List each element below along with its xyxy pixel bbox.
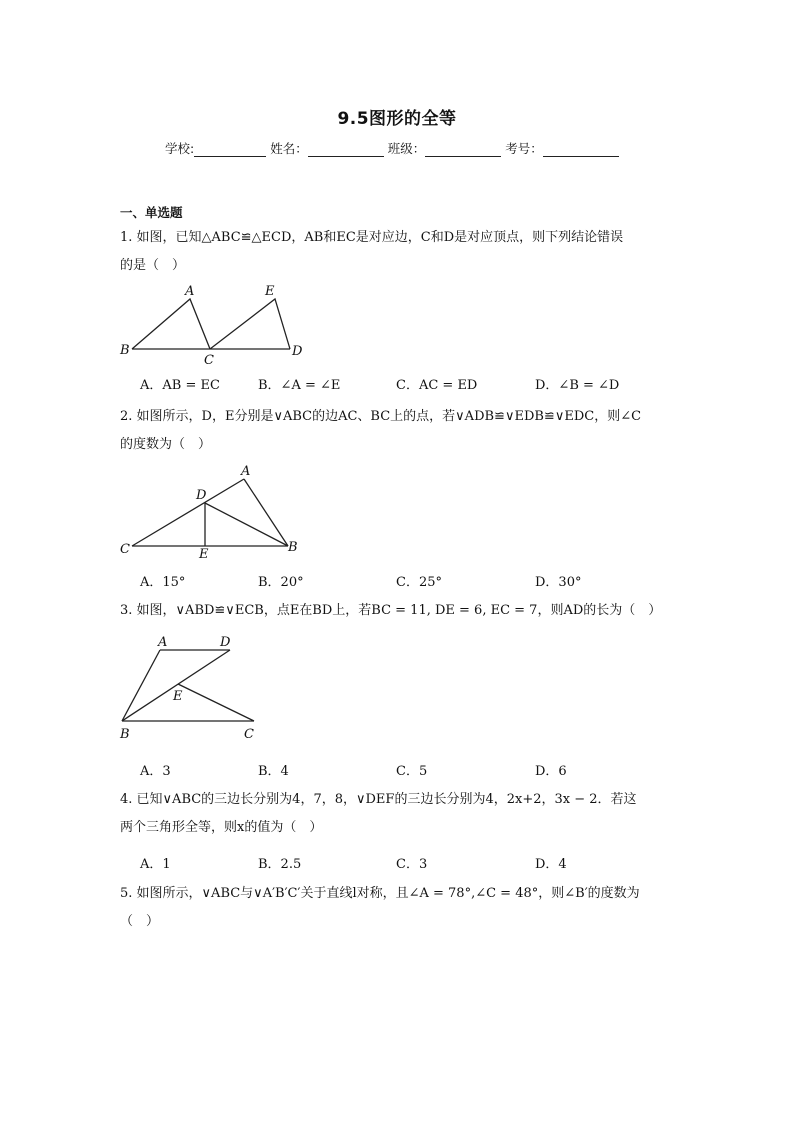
q2-segment-db xyxy=(205,503,288,546)
q3-option-a[interactable]: A．3 xyxy=(140,764,171,779)
question-4-line2: 两个三角形全等，则x的值为（ ） xyxy=(120,820,323,835)
q1-label-D: D xyxy=(292,344,303,359)
question-3-text xyxy=(120,597,680,625)
q2-label-D: D xyxy=(196,488,207,503)
q3-side-ec xyxy=(178,684,254,721)
q2-label-C: C xyxy=(120,542,130,557)
q3-label-A: A xyxy=(158,635,168,650)
q2-label-B: B xyxy=(288,540,298,555)
question-2-figure xyxy=(118,462,318,562)
question-3-figure xyxy=(118,630,318,745)
question-5-line1: 5. 如图所示，∨ABC与∨A′B′C′关于直线l对称，且∠A = 78°,∠C = 48°，则∠B′的度数为 xyxy=(120,886,640,901)
question-2-line2: 的度数为（ ） xyxy=(120,437,212,452)
q1-label-A: A xyxy=(185,284,195,299)
q3-side-ab xyxy=(122,650,160,721)
question-3-options xyxy=(140,760,700,780)
q3-label-D: D xyxy=(220,635,231,650)
name-label: 姓名： xyxy=(270,141,308,156)
page-title: 9.5图形的全等 xyxy=(337,109,457,129)
q4-option-a[interactable]: A．1 xyxy=(140,857,171,872)
q2-label-E: E xyxy=(199,547,209,562)
q1-triangle-abc xyxy=(132,299,210,349)
school-blank[interactable] xyxy=(194,142,266,157)
name-blank[interactable] xyxy=(308,142,384,157)
question-5-line2: （ ） xyxy=(120,914,160,929)
q2-option-c[interactable]: C．25° xyxy=(396,575,442,590)
q2-side-ca xyxy=(132,479,244,546)
question-2-options xyxy=(140,571,700,591)
question-3-line1: 3. 如图，∨ABD≌∨ECB，点E在BD上，若BC = 11, DE = 6, EC = 7，则AD的长为（ ） xyxy=(120,603,662,618)
question-5-text xyxy=(120,880,680,936)
class-blank[interactable] xyxy=(425,142,501,157)
q3-option-c[interactable]: C．5 xyxy=(396,764,428,779)
q4-option-b[interactable]: B．2.5 xyxy=(258,857,302,872)
q1-option-c[interactable]: C．AC = ED xyxy=(396,378,478,393)
q4-option-d[interactable]: D．4 xyxy=(535,857,567,872)
question-1-line1: 1. 如图，已知△ABC≌△ECD，AB和EC是对应边，C和D是对应顶点，则下列结论错误 xyxy=(120,230,624,245)
q3-label-C: C xyxy=(244,727,254,742)
q1-option-b[interactable]: B．∠A = ∠E xyxy=(258,378,341,393)
question-1-line2: 的是（ ） xyxy=(120,258,186,273)
q3-option-d[interactable]: D．6 xyxy=(535,764,567,779)
q1-label-C: C xyxy=(204,353,214,368)
number-blank[interactable] xyxy=(543,142,619,157)
q1-label-E: E xyxy=(265,284,275,299)
question-4-text xyxy=(120,786,680,842)
question-1-figure xyxy=(118,282,318,368)
q3-side-bd xyxy=(122,650,230,721)
q2-label-A: A xyxy=(241,464,251,479)
student-info-line xyxy=(165,139,619,157)
q1-option-a[interactable]: A．AB = EC xyxy=(140,378,220,393)
q4-option-c[interactable]: C．3 xyxy=(396,857,428,872)
q2-option-d[interactable]: D．30° xyxy=(535,575,582,590)
question-4-line1: 4. 已知∨ABC的三边长分别为4，7，8，∨DEF的三边长分别为4，2x+2，3x − 2．若这 xyxy=(120,792,637,807)
q2-side-ab xyxy=(244,479,288,546)
question-4-options xyxy=(140,853,700,873)
q1-label-B: B xyxy=(120,343,130,358)
question-1-text xyxy=(120,224,680,280)
q1-triangle-ecd xyxy=(210,299,290,349)
q3-label-B: B xyxy=(120,727,130,742)
class-label: 班级： xyxy=(387,141,426,156)
q2-option-a[interactable]: A．15° xyxy=(140,575,186,590)
question-2-line1: 2. 如图所示，D，E分别是∨ABC的边AC、BC上的点，若∨ADB≌∨EDB≌∨EDC，则∠C xyxy=(120,409,642,424)
school-label: 学校: xyxy=(165,141,195,156)
section-heading: 一、单选题 xyxy=(120,205,183,220)
number-label: 考号： xyxy=(505,141,543,156)
q3-label-E: E xyxy=(173,689,183,704)
q2-option-b[interactable]: B．20° xyxy=(258,575,304,590)
q1-option-d[interactable]: D．∠B = ∠D xyxy=(535,378,620,393)
q3-option-b[interactable]: B．4 xyxy=(258,764,289,779)
question-2-text xyxy=(120,403,680,459)
question-1-options xyxy=(140,374,700,394)
